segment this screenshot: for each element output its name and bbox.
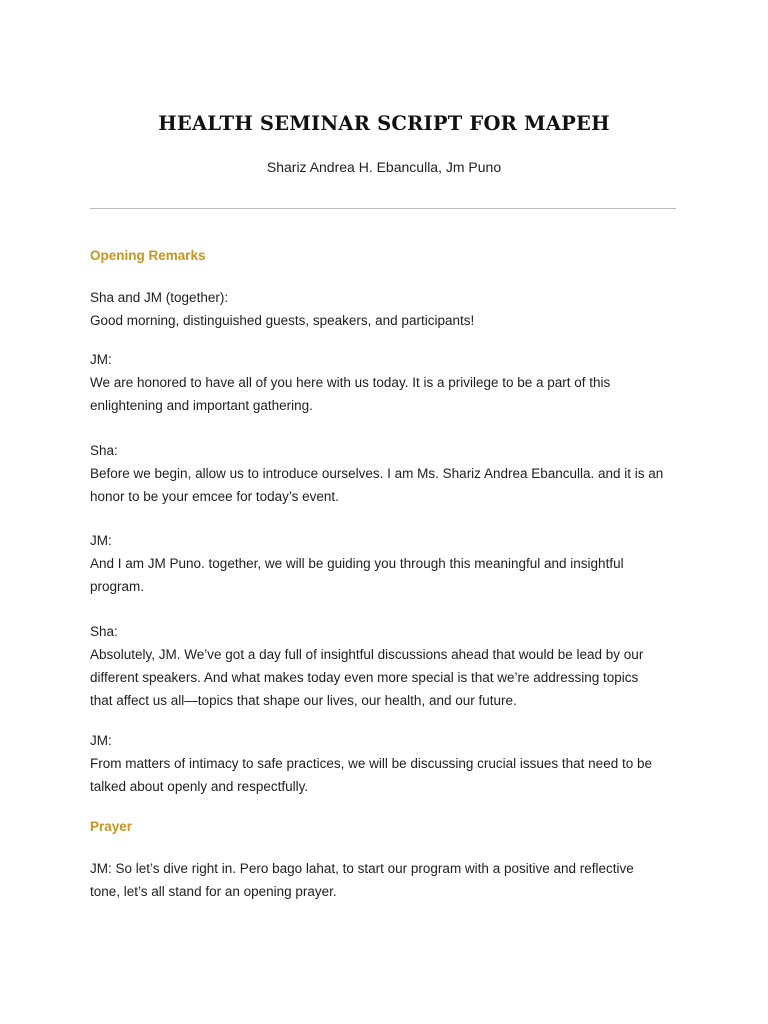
- script-line: And I am JM Puno. together, we will be guiding you through this meaningful and insightful: [90, 556, 624, 571]
- script-line: From matters of intimacy to safe practices, we will be discussing crucial issues that need to be: [90, 756, 652, 771]
- script-line: that affect us all—topics that shape our lives, our health, and our future.: [90, 693, 517, 708]
- script-block: [90, 857, 680, 903]
- section-heading-opening-remarks: Opening Remarks: [90, 248, 206, 263]
- speaker-label: Sha:: [90, 443, 118, 458]
- script-line: JM: So let’s dive right in. Pero bago lahat, to start our program with a positive and reflective: [90, 861, 634, 876]
- section-heading-prayer: Prayer: [90, 819, 133, 834]
- script-block: [90, 286, 680, 332]
- script-line: different speakers. And what makes today even more special is that we’re addressing topics: [90, 670, 639, 685]
- speaker-label: JM:: [90, 733, 112, 748]
- title-divider: [90, 208, 676, 209]
- speaker-label: Sha and JM (together):: [90, 290, 229, 305]
- document-title: HEALTH SEMINAR SCRIPT FOR MAPEH: [158, 112, 610, 135]
- script-line: Absolutely, JM. We’ve got a day full of insightful discussions ahead that would be lead by our: [90, 647, 644, 662]
- script-line: talked about openly and respectfully.: [90, 779, 309, 794]
- script-block: [90, 348, 680, 417]
- script-line: Before we begin, allow us to introduce ourselves. I am Ms. Shariz Andrea Ebanculla. and it is an: [90, 466, 664, 481]
- script-line: honor to be your emcee for today’s event.: [90, 489, 339, 504]
- script-line: We are honored to have all of you here with us today. It is a privilege to be a part of this: [90, 375, 611, 390]
- speaker-label: JM:: [90, 352, 112, 367]
- script-line: program.: [90, 579, 145, 594]
- script-block: [90, 529, 680, 598]
- document-authors: Shariz Andrea H. Ebanculla, Jm Puno: [266, 159, 502, 175]
- script-line: tone, let’s all stand for an opening prayer.: [90, 884, 337, 899]
- script-block: [90, 729, 680, 798]
- script-block: [90, 620, 680, 712]
- speaker-label: Sha:: [90, 624, 118, 639]
- speaker-label: JM:: [90, 533, 112, 548]
- script-line: Good morning, distinguished guests, speakers, and participants!: [90, 313, 475, 328]
- script-block: [90, 439, 680, 508]
- script-line: enlightening and important gathering.: [90, 398, 313, 413]
